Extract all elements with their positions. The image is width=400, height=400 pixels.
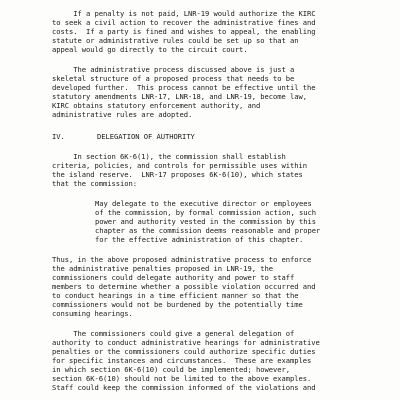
quote-line: May delegate to the executive director or employees	[95, 199, 312, 208]
text-line: developed further. This process cannot be effective until the	[52, 83, 316, 92]
text-line: costs. If a party is fined and wishes to appeal, the enabling	[52, 27, 316, 36]
text-line: in which section 6K-6(10) could be implemented; however,	[52, 365, 290, 374]
text-line: that the commission:	[52, 179, 137, 188]
text-line: consuming hearings.	[52, 309, 133, 318]
text-line: In section 6K-6(1), the commission shall establish	[52, 152, 286, 161]
section-number: IV.	[52, 132, 65, 141]
text-line: The administrative process discussed above is just a	[52, 65, 295, 74]
quote-line: power and authority vested in the commission by this	[95, 217, 316, 226]
text-line: statutory amendments LNR-17, LNR-18, and LNR-19, become law,	[52, 92, 307, 101]
text-line: The commissioners could give a general delegation of	[52, 329, 295, 338]
text-line: for specific instances and circumstances. These are examples	[52, 356, 312, 365]
text-line: members to determine whether a possible violation occurred and	[52, 282, 316, 291]
text-line: to seek a civil action to recover the administrative fines and	[52, 18, 316, 27]
text-line: If a penalty is not paid, LNR-19 would authorize the KIRC	[52, 9, 316, 18]
text-line: to conduct hearings in a time efficient manner so that the	[52, 291, 299, 300]
text-line: Staff could keep the commission informed of the violations and	[52, 383, 316, 392]
text-line: criteria, policies, and controls for permissible uses within	[52, 161, 307, 170]
quote-line: for the effective administration of this chapter.	[95, 235, 304, 244]
text-line: authority to conduct administrative hearings for administrative	[52, 338, 320, 347]
text-line: commissioners could delegate authority and power to staff	[52, 273, 295, 282]
text-line: KIRC obtains statutory enforcement authority, and	[52, 101, 261, 110]
text-line: administrative rules are adopted.	[52, 110, 193, 119]
quote-line: chapter as the commission deems reasonable and proper	[95, 226, 321, 235]
text-line: the island reserve. LNR-17 proposes 6K-6(10), which states	[52, 170, 303, 179]
text-line: statute or administrative rules could be set up so that an	[52, 36, 299, 45]
text-line: section 6K-6(10) should not be limited to the above examples.	[52, 374, 312, 383]
text-line: Thus, in the above proposed administrative process to enforce	[52, 255, 312, 264]
text-line: penalties or the commissioners could authorize specific duties	[52, 347, 316, 356]
quote-line: of the commission, by formal commission action, such	[95, 208, 316, 217]
text-line: commissioners would not be burdened by the potentially time	[52, 300, 303, 309]
text-line: the administrative penalties proposed in LNR-19, the	[52, 264, 273, 273]
section-title: DELEGATION OF AUTHORITY	[97, 132, 195, 141]
text-line: skeletal structure of a proposed process that needs to be	[52, 74, 295, 83]
text-line: appeal would go directly to the circuit court.	[52, 45, 248, 54]
